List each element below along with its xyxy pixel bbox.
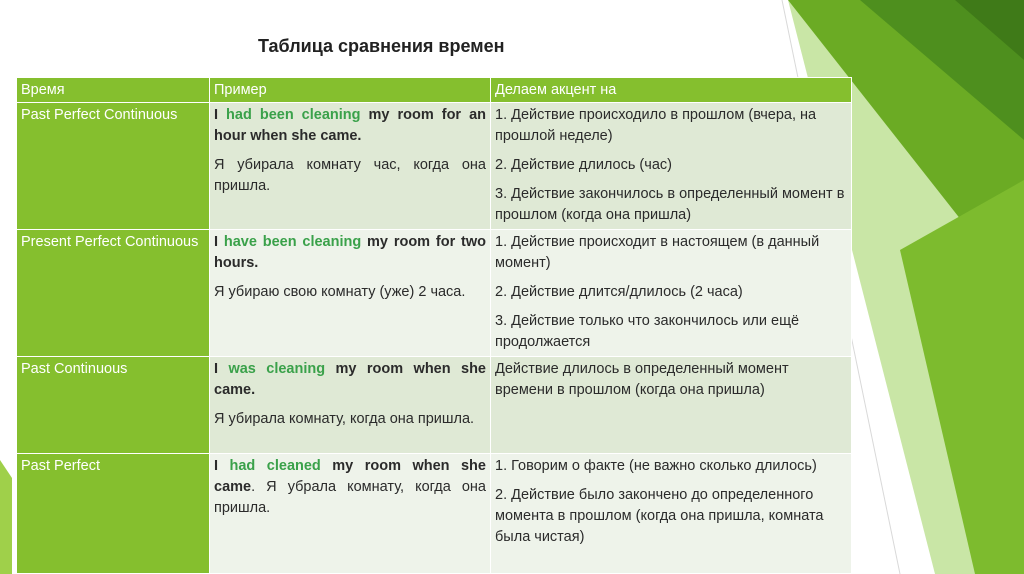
page-title: Таблица сравнения времен bbox=[258, 36, 505, 56]
accent-point: 1. Действие происходит в настоящем (в данный момент) bbox=[495, 234, 820, 271]
example-russian: Я убирала комнату, когда она пришла. bbox=[214, 411, 475, 427]
example-english: I had cleaned my room when she came. Я убрала комнату, когда она пришла. bbox=[214, 458, 486, 516]
table-row bbox=[17, 103, 852, 230]
highlighted-verb: was cleaning bbox=[228, 361, 326, 377]
accent-point: 3. Действие только что закончилось или ещё продолжается bbox=[495, 313, 800, 350]
table-row bbox=[17, 230, 852, 357]
example-english: I have been cleaning my room for two hours. bbox=[214, 234, 486, 271]
header-example: Пример bbox=[210, 78, 491, 103]
table-row bbox=[17, 454, 852, 574]
example-english: I was cleaning my room when she came. bbox=[214, 361, 486, 398]
comparison-table bbox=[16, 77, 852, 574]
tense-cell: Past Perfect Continuous bbox=[17, 103, 210, 230]
example-cell bbox=[210, 357, 491, 454]
accent-point: Действие длилось в определенный момент времени в прошлом (когда она пришла) bbox=[495, 361, 789, 398]
example-russian: . Я убрала комнату, когда она пришла. bbox=[214, 479, 486, 516]
example-cell bbox=[210, 103, 491, 230]
tense-cell: Past Perfect bbox=[17, 454, 210, 574]
accent-cell bbox=[491, 103, 852, 230]
header-accent: Делаем акцент на bbox=[491, 78, 852, 103]
accent-cell bbox=[491, 230, 852, 357]
highlighted-verb: have been cleaning bbox=[223, 234, 362, 250]
accent-point: 2. Действие длилось (час) bbox=[495, 157, 672, 173]
accent-point: 1. Действие происходило в прошлом (вчера, на прошлой неделе) bbox=[495, 107, 817, 144]
accent-point: 2. Действие было закончено до определенного момента в прошлом (когда она пришла, комната была чистая) bbox=[495, 487, 824, 545]
accent-point: 1. Говорим о факте (не важно сколько длилось) bbox=[495, 458, 817, 474]
example-russian: Я убираю свою комнату (уже) 2 часа. bbox=[214, 284, 466, 300]
header-tense: Время bbox=[17, 78, 210, 103]
accent-point: 2. Действие длится/длилось (2 часа) bbox=[495, 284, 743, 300]
example-cell bbox=[210, 230, 491, 357]
example-russian: Я убирала комнату час, когда она пришла. bbox=[214, 157, 486, 194]
accent-cell bbox=[491, 454, 852, 574]
table-header-row bbox=[17, 78, 852, 103]
highlighted-verb: had been cleaning bbox=[226, 107, 361, 123]
accent-point: 3. Действие закончилось в определенный момент в прошлом (когда она пришла) bbox=[495, 186, 845, 223]
tense-cell: Present Perfect Continuous bbox=[17, 230, 210, 357]
tense-cell: Past Continuous bbox=[17, 357, 210, 454]
table-row bbox=[17, 357, 852, 454]
example-cell bbox=[210, 454, 491, 574]
accent-cell bbox=[491, 357, 852, 454]
highlighted-verb: had cleaned bbox=[229, 458, 321, 474]
example-english: I had been cleaning my room for an hour when she came. bbox=[214, 107, 487, 144]
